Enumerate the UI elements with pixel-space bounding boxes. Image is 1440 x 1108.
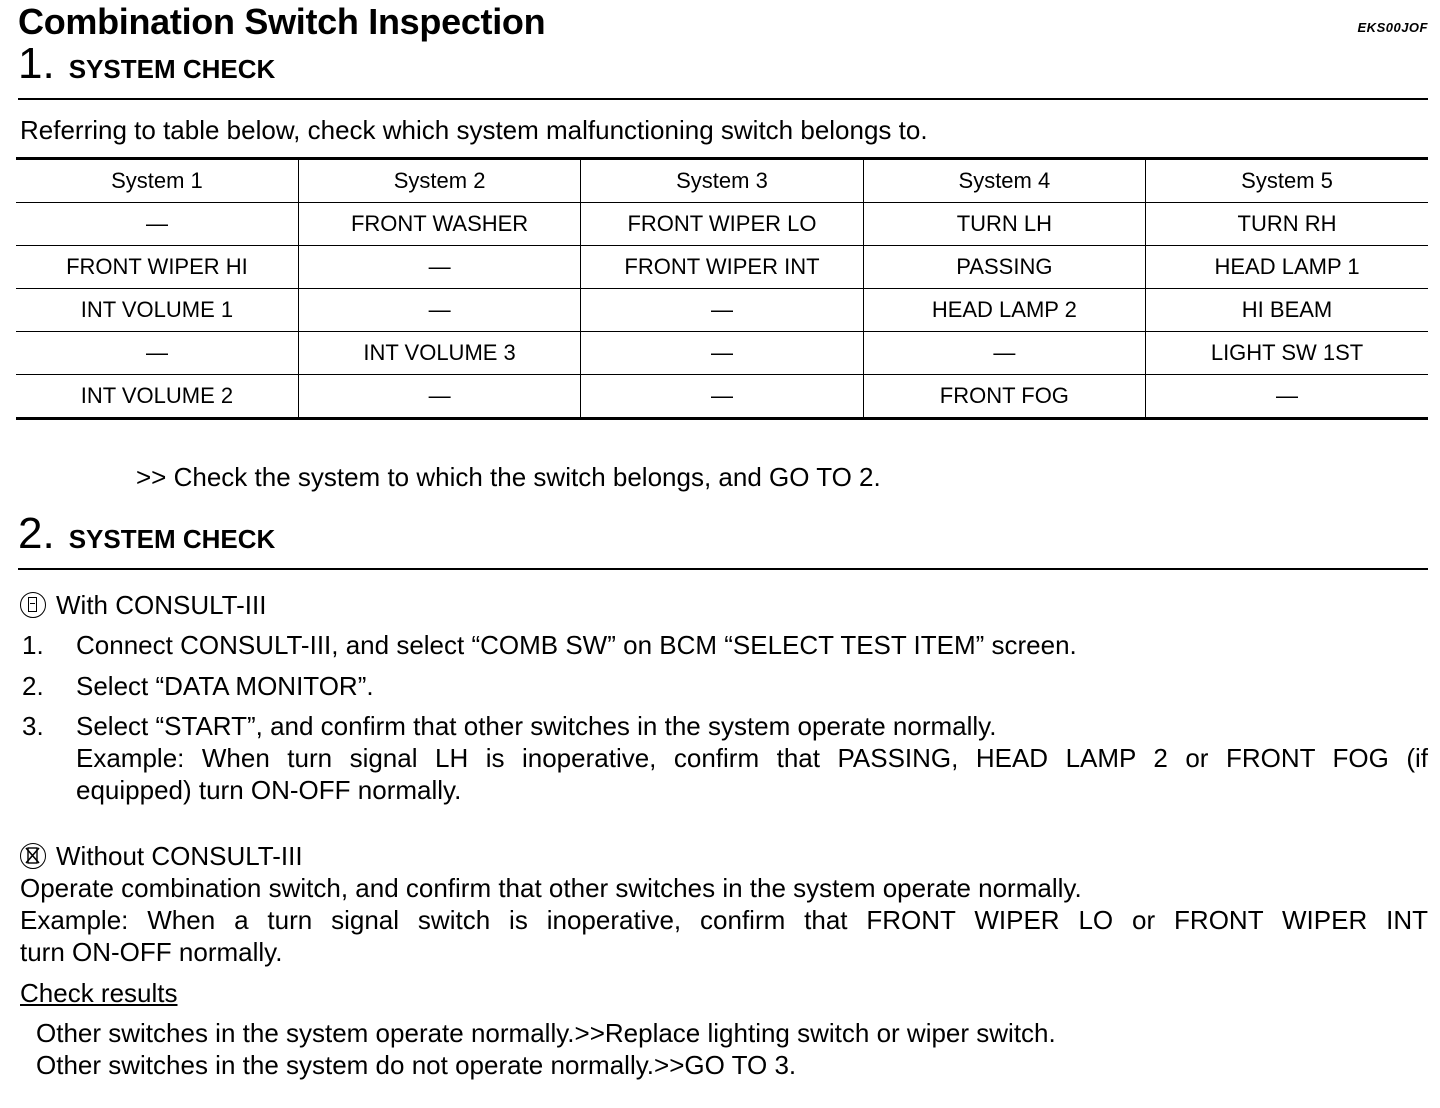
- table-cell: TURN LH: [863, 203, 1145, 246]
- example-line-1: Example: When turn signal LH is inoperative, confirm that PASSING, HEAD LAMP 2 or FRONT FOG (if: [76, 743, 1428, 773]
- table-cell: PASSING: [863, 246, 1145, 289]
- table-cell: HI BEAM: [1146, 289, 1428, 332]
- table-cell: —: [581, 375, 863, 419]
- step2-number: 2.: [18, 509, 55, 558]
- step2-divider: [18, 568, 1428, 570]
- header-system-3: System 3: [581, 159, 863, 203]
- with-consult-heading: [20, 589, 266, 621]
- without-consult-line-3: turn ON-OFF normally.: [20, 937, 283, 967]
- list-item-number: 3.: [22, 711, 44, 741]
- table-row: [16, 375, 1428, 419]
- header-system-4: System 4: [863, 159, 1145, 203]
- check-results-heading: Check results: [20, 978, 178, 1008]
- table-cell: FRONT WASHER: [298, 203, 580, 246]
- list-item-number: 2.: [22, 671, 44, 701]
- table-row: [16, 289, 1428, 332]
- table-cell: —: [16, 203, 298, 246]
- page-title: Combination Switch Inspection: [18, 1, 546, 42]
- consult-icon: [20, 592, 46, 618]
- check-result-ok: Other switches in the system operate normally.>>Replace lighting switch or wiper switch.: [36, 1018, 1056, 1048]
- table-row: [16, 332, 1428, 375]
- table-header-row: [16, 159, 1428, 203]
- table-cell: FRONT WIPER LO: [581, 203, 863, 246]
- table-row: [16, 246, 1428, 289]
- table-cell: —: [581, 332, 863, 375]
- table-cell: HEAD LAMP 1: [1146, 246, 1428, 289]
- table-cell: —: [16, 332, 298, 375]
- without-consult-label: Without CONSULT-III: [56, 841, 303, 871]
- step1-label: SYSTEM CHECK: [68, 54, 276, 84]
- table-cell: —: [298, 289, 580, 332]
- list-item-number: 1.: [22, 630, 44, 660]
- without-consult-heading: [20, 840, 303, 872]
- table-cell: TURN RH: [1146, 203, 1428, 246]
- table-cell: —: [581, 289, 863, 332]
- table-cell: INT VOLUME 1: [16, 289, 298, 332]
- table-cell: LIGHT SW 1ST: [1146, 332, 1428, 375]
- table-cell: —: [863, 332, 1145, 375]
- header-system-5: System 5: [1146, 159, 1428, 203]
- step2-label: SYSTEM CHECK: [68, 524, 276, 554]
- with-consult-label: With CONSULT-III: [56, 590, 267, 620]
- table-cell: FRONT FOG: [863, 375, 1145, 419]
- table-cell: —: [298, 246, 580, 289]
- step1-heading: [18, 40, 275, 88]
- header-system-2: System 2: [298, 159, 580, 203]
- table-row: [16, 203, 1428, 246]
- table-cell: INT VOLUME 2: [16, 375, 298, 419]
- table-cell: HEAD LAMP 2: [863, 289, 1145, 332]
- document-code: EKS00JOF: [1357, 20, 1428, 35]
- table-cell: —: [298, 375, 580, 419]
- system-table: [16, 157, 1428, 420]
- table-cell: —: [1146, 375, 1428, 419]
- header-system-1: System 1: [111, 168, 203, 193]
- step1-intro: Referring to table below, check which system malfunctioning switch belongs to.: [20, 115, 928, 145]
- list-item-text: Select “START”, and confirm that other switches in the system operate normally.: [76, 711, 997, 741]
- list-item-text: Connect CONSULT-III, and select “COMB SW” on BCM “SELECT TEST ITEM” screen.: [76, 630, 1077, 660]
- step1-number: 1.: [18, 39, 55, 88]
- table-cell: FRONT WIPER HI: [16, 246, 298, 289]
- without-consult-line-1: Operate combination switch, and confirm that other switches in the system operate normally.: [20, 873, 1082, 903]
- no-consult-icon: [20, 843, 46, 869]
- example-line-2: equipped) turn ON-OFF normally.: [76, 775, 462, 805]
- step1-divider: [18, 98, 1428, 100]
- step1-result: >> Check the system to which the switch belongs, and GO TO 2.: [136, 462, 881, 492]
- table-cell: INT VOLUME 3: [298, 332, 580, 375]
- without-consult-line-2: Example: When a turn signal switch is inoperative, confirm that FRONT WIPER LO or FRONT WIPER INT: [20, 905, 1428, 935]
- check-result-ng: Other switches in the system do not operate normally.>>GO TO 3.: [36, 1050, 797, 1080]
- list-item-text: Select “DATA MONITOR”.: [76, 671, 374, 701]
- step2-heading: [18, 510, 275, 558]
- table-cell: FRONT WIPER INT: [581, 246, 863, 289]
